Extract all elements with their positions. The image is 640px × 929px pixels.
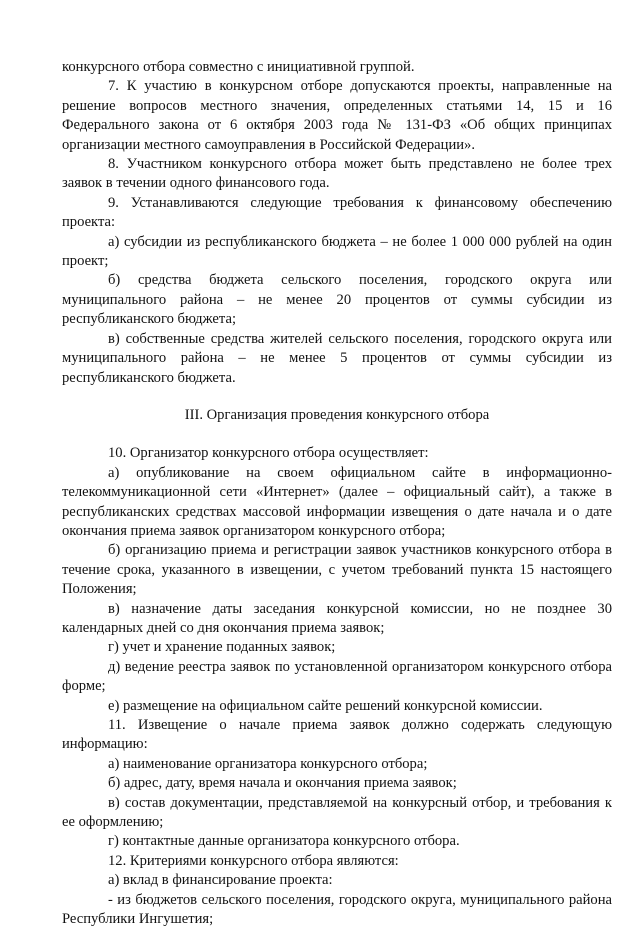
paragraph-p10v: в) назначение даты заседания конкурсной комиссии, но не позднее 30 календарных дней со дня окончания приема заявок; — [62, 600, 612, 636]
paragraph-p9a: а) субсидии из республиканского бюджета – не более 1 000 000 рублей на один проект; — [62, 233, 612, 270]
paragraph-p9b: б) средства бюджета сельского поселения, городского округа или муниципального района – не менее 20 процентов от суммы субсидии из республиканского бюджета; — [62, 272, 612, 328]
section-heading: III. Организация проведения конкурсного отбора — [184, 406, 490, 423]
document-page — [62, 58, 612, 929]
paragraph-p11: 11. Извещение о начале приема заявок должно содержать следующую информацию: — [62, 717, 612, 753]
paragraph-p10e: е) размещение на официальном сайте решений конкурсной комиссии. — [108, 697, 543, 714]
paragraph-p12a: а) вклад в финансирование проекта: — [108, 872, 333, 889]
paragraph-p10b: б) организацию приема и регистрации заявок участников конкурсного отбора в течение срока, указанного в извещении, с учетом требований пункта 15 настоящего Положения; — [62, 542, 612, 598]
paragraph-p11g: г) контактные данные организатора конкурсного отбора. — [108, 833, 460, 850]
paragraph-p10: 10. Организатор конкурсного отбора осуществляет: — [108, 445, 429, 462]
paragraph-p8: 8. Участником конкурсного отбора может быть представлено не более трех заявок в течении одного финансового года. — [62, 156, 612, 192]
paragraph-p10a: а) опубликование на своем официальном сайте в информационно-телекоммуникационной сети «Интернет» (далее – официальный сайт), а также в республиканских средствах массовой информации извещения о дате начала и о дате окончания приема заявок организатором конкурсного отбора; — [62, 464, 612, 539]
paragraph-p12a1: - из бюджетов сельского поселения, городского округа, муниципального района Республики Ингушетия; — [62, 891, 612, 928]
paragraph-p9: 9. Устанавливаются следующие требования к финансовому обеспечению проекта: — [62, 194, 612, 231]
paragraphs-top — [62, 58, 612, 388]
paragraphs-bottom — [62, 444, 612, 929]
paragraph-p7: 7. К участию в конкурсном отборе допускаются проекты, направленные на решение вопросов местного значения, определенных статьями 14, 15 и 16 Федерального закона от 6 октября 2003 года № 131-ФЗ «Об общих принципах организации местного самоуправления в Российской Федерации». — [62, 78, 612, 153]
paragraph-p10g: г) учет и хранение поданных заявок; — [108, 639, 336, 656]
paragraph-p9c: в) собственные средства жителей сельского поселения, городского округа или муниципального района – не менее 5 процентов от суммы субсидии из республиканского бюджета. — [62, 330, 612, 386]
paragraph-p12: 12. Критериями конкурсного отбора являются: — [108, 852, 399, 869]
paragraph-p11b: б) адрес, дату, время начала и окончания приема заявок; — [108, 775, 457, 792]
paragraph-p11a: а) наименование организатора конкурсного отбора; — [108, 755, 428, 772]
paragraph-p11v: в) состав документации, представляемой на конкурсный отбор, и требования к ее оформлению; — [62, 794, 612, 831]
paragraph-p-cont: конкурсного отбора совместно с инициативной группой. — [62, 59, 415, 75]
paragraph-p10d: д) ведение реестра заявок по установленной организатором конкурсного отбора форме; — [62, 658, 612, 695]
